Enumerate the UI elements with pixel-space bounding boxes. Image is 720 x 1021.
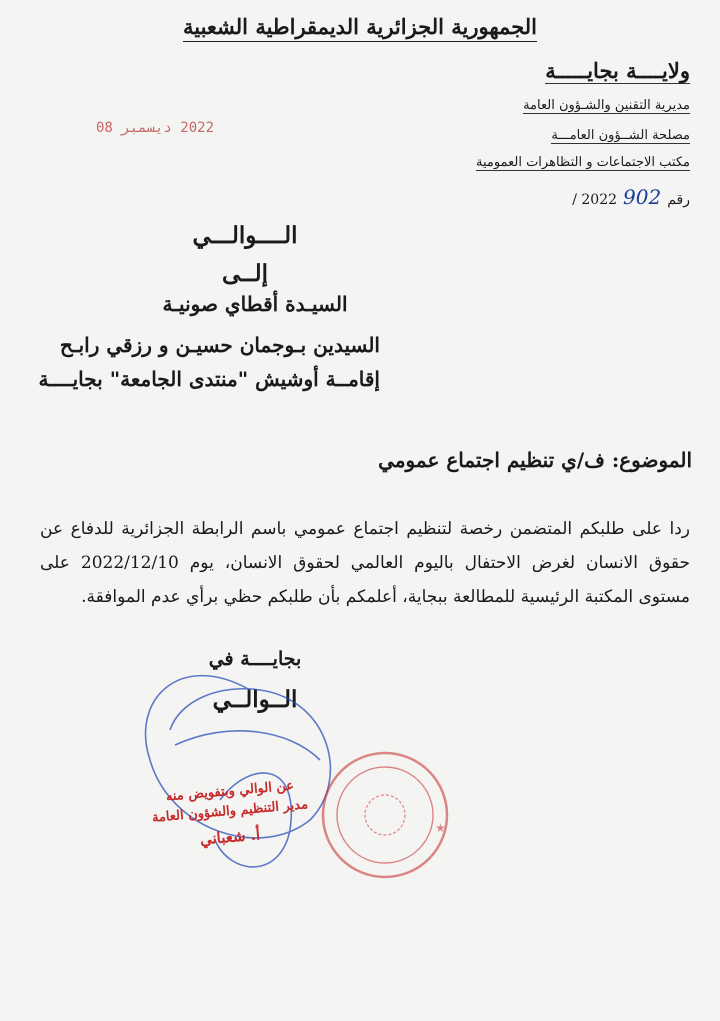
svg-text:★: ★ xyxy=(435,821,446,835)
recipient-line-3: إقامــة أوشيش "منتدى الجامعة" بجايــــة xyxy=(38,367,380,391)
directorate-name: مديرية التقنين والشـؤون العامة xyxy=(523,98,690,113)
received-date-stamp: 2022 ديسمبر 08 xyxy=(96,120,215,136)
subject-line: الموضوع: ف/ي تنظيم اجتماع عمومي xyxy=(378,448,692,472)
addressed-to: إلــى xyxy=(221,260,269,287)
recipient-line-2: السيدين بـوجمان حسيـن و رزقي رابـح xyxy=(59,333,380,357)
wilaya-name: ولايــــة بجايـــــة xyxy=(545,58,690,83)
signature-place: بجايــــة في xyxy=(208,648,302,670)
signature-title: الــوالــي xyxy=(212,686,298,713)
signatory-name: أ. شعباني xyxy=(199,825,261,849)
official-seal xyxy=(323,753,447,877)
reference-handwritten-number: 902 xyxy=(623,185,662,209)
reference-year: 2022 / xyxy=(572,192,618,208)
office-name: مكتب الاجتماعات و التظاهرات العمومية xyxy=(476,155,690,170)
service-name: مصلحة الشــؤون العامـــة xyxy=(551,128,690,143)
delegation-stamp-line-1: عن الوالي وبتفويض منه xyxy=(165,778,295,805)
reference-number xyxy=(572,185,690,209)
letter-body: ردا على طلبكم المتضمن رخصة لتنظيم اجتماع عمومي باسم الرابطة الجزائرية للدفاع عن حقوق الانسان لغرض الاحتفال باليوم العالمي لحقوق الانسان، يوم 2022/12/10 على مستوى المكتبة الرئيسية للمطالعة ببجاية، أعلمكم بأن طلبكم حظي برأي عدم الموافقة. xyxy=(40,519,690,607)
delegation-stamp-line-2: مدير التنظيم والشؤون العامة xyxy=(151,797,309,826)
recipient-line-1: السيـدة أقطاي صونيـة xyxy=(162,292,348,316)
republic-header: الجمهورية الجزائرية الديمقراطية الشعبية xyxy=(0,14,720,39)
reference-prefix: رقم xyxy=(667,192,690,208)
sender-title: الــــوالـــي xyxy=(192,222,298,249)
